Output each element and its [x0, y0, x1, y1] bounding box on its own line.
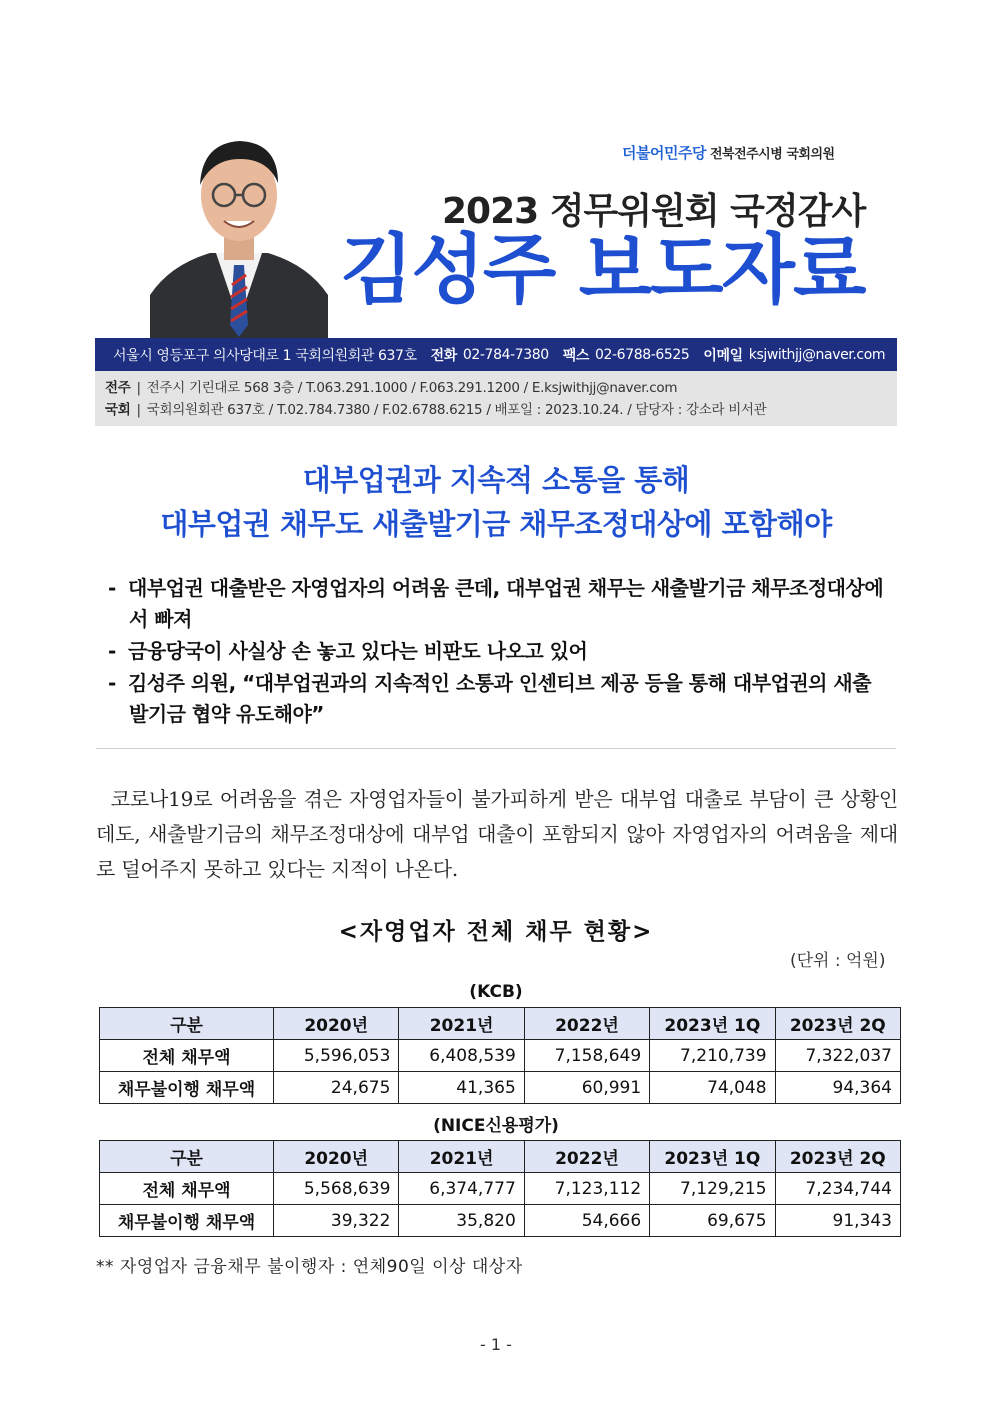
column-header: 2021년: [399, 1141, 524, 1173]
contact-bar: [95, 338, 897, 371]
office-line-jeonju: 전주 | 전주시 기린대로 568 3층 / T.063.291.1000 / F.063.291.1200 / E.ksjwithjj@naver.com: [105, 380, 678, 396]
column-header: 2023년 2Q: [775, 1141, 900, 1173]
row-label: 전체 채무액: [100, 1173, 274, 1205]
bullet-dash: -: [108, 639, 116, 663]
table-title: <자영업자 전체 채무 현황>: [338, 919, 654, 945]
table-footnote: ** 자영업자 금융채무 불이행자 : 연체90일 이상 대상자: [96, 1257, 523, 1277]
debt-table-kcb: [99, 1007, 901, 1104]
office-info-box: [95, 371, 897, 426]
column-header: 2023년 1Q: [650, 1141, 775, 1173]
table-cell: 35,820: [399, 1205, 524, 1237]
bullet-text: 김성주 의원, “대부업권과의 지속적인 소통과 인센티브 제공 등을 통해 대부업권의 새출: [128, 671, 872, 695]
column-header: 2020년: [274, 1141, 399, 1173]
office-detail: 국회의원회관 637호 / T.02.784.7380 / F.02.6788.6215 / 배포일 : 2023.10.24. / 담당자 : 강소라 비서관: [146, 402, 767, 418]
column-header: 2023년 1Q: [650, 1008, 775, 1040]
press-release-title: 김성주 보도자료: [340, 225, 865, 314]
table-cell: 24,675: [274, 1072, 399, 1104]
fax-label: 팩스: [562, 347, 590, 364]
table-cell: 7,234,744: [775, 1173, 900, 1205]
office-label: 국회: [105, 402, 131, 418]
office-label: 전주: [105, 380, 131, 396]
table-cell: 7,158,649: [524, 1040, 649, 1072]
audit-title: 2023 정무위원회 국정감사: [442, 191, 866, 232]
column-header: 2020년: [274, 1008, 399, 1040]
row-label: 채무불이행 채무액: [100, 1205, 274, 1237]
debt-table-nice: [99, 1140, 901, 1237]
table-cell: 74,048: [650, 1072, 775, 1104]
email-address: ksjwithjj@naver.com: [748, 346, 886, 363]
lawmaker-portrait-image: [150, 125, 328, 339]
table-cell: 7,210,739: [650, 1040, 775, 1072]
email-label: 이메일: [703, 347, 743, 364]
column-header: 구분: [100, 1141, 274, 1173]
office-detail: 전주시 기린대로 568 3층 / T.063.291.1000 / F.063.291.1200 / E.ksjwithjj@naver.com: [146, 380, 678, 396]
summary-bullet: [108, 636, 898, 667]
column-header: 2022년: [524, 1141, 649, 1173]
column-header: 2022년: [524, 1008, 649, 1040]
section-divider: [96, 748, 896, 749]
office-address: 서울시 영등포구 의사당대로 1 국회의원회관 637호: [113, 347, 417, 364]
body-paragraph: [96, 782, 898, 887]
summary-bullet: [108, 668, 898, 730]
table-row: [100, 1173, 901, 1205]
bullet-text-cont: 서 빠져: [129, 607, 192, 631]
table-cell: 94,364: [775, 1072, 900, 1104]
column-header: 구분: [100, 1008, 274, 1040]
phone-label: 전화: [430, 347, 457, 364]
table-header-row: [100, 1141, 901, 1173]
table-cell: 69,675: [650, 1205, 775, 1237]
table-cell: 5,596,053: [274, 1040, 399, 1072]
page-number: - 1 -: [480, 1335, 512, 1354]
row-label: 채무불이행 채무액: [100, 1072, 274, 1104]
phone-number: 02-784-7380: [462, 346, 549, 363]
bullet-dash: -: [108, 576, 116, 600]
table-cell: 91,343: [775, 1205, 900, 1237]
table-row: [100, 1040, 901, 1072]
headline-line-2: 대부업권 채무도 새출발기금 채무조정대상에 포함해야: [160, 507, 832, 541]
row-label: 전체 채무액: [100, 1040, 274, 1072]
office-line-assembly: 국회 | 국회의원회관 637호 / T.02.784.7380 / F.02.6788.6215 / 배포일 : 2023.10.24. / 담당자 : 강소라 비서관: [105, 402, 767, 418]
table-header-row: [100, 1008, 901, 1040]
table-cell: 7,322,037: [775, 1040, 900, 1072]
bullet-text-cont: 발기금 협약 유도해야”: [129, 702, 324, 726]
table-cell: 60,991: [524, 1072, 649, 1104]
table-cell: 7,129,215: [650, 1173, 775, 1205]
table-row: [100, 1205, 901, 1237]
member-title: 전북전주시병 국회의원: [709, 147, 835, 162]
column-header: 2021년: [399, 1008, 524, 1040]
fax-number: 02-6788-6525: [595, 346, 690, 363]
summary-bullet: [108, 573, 898, 635]
bullet-text: 금융당국이 사실상 손 놓고 있다는 비판도 나오고 있어: [128, 639, 588, 663]
headline-line-1: 대부업권과 지속적 소통을 통해: [302, 463, 690, 497]
table-cell: 54,666: [524, 1205, 649, 1237]
party-name: 더불어민주당: [622, 144, 706, 162]
table-row: [100, 1072, 901, 1104]
column-header: 2023년 2Q: [775, 1008, 900, 1040]
bullet-dash: -: [108, 671, 116, 695]
bullet-text: 대부업권 대출받은 자영업자의 어려움 큰데, 대부업권 채무는 새출발기금 채무조정대상에: [128, 576, 884, 600]
table-cell: 5,568,639: [274, 1173, 399, 1205]
table-cell: 7,123,112: [524, 1173, 649, 1205]
table-cell: 41,365: [399, 1072, 524, 1104]
source-label-nice: (NICE신용평가): [433, 1116, 559, 1136]
table-cell: 6,374,777: [399, 1173, 524, 1205]
table-cell: 6,408,539: [399, 1040, 524, 1072]
unit-label: (단위 : 억원): [790, 951, 886, 971]
party-affiliation: [622, 142, 835, 163]
table-cell: 39,322: [274, 1205, 399, 1237]
source-label-kcb: (KCB): [469, 982, 523, 1002]
body-text: 코로나19로 어려움을 겪은 자영업자들이 불가피하게 받은 대부업 대출로 부담이 큰 상황인데도, 새출발기금의 채무조정대상에 대부업 대출이 포함되지 않아 자영업자의 어려움을 제대로 덜어주지 못하고 있다는 지적이 나온다.: [96, 787, 898, 881]
